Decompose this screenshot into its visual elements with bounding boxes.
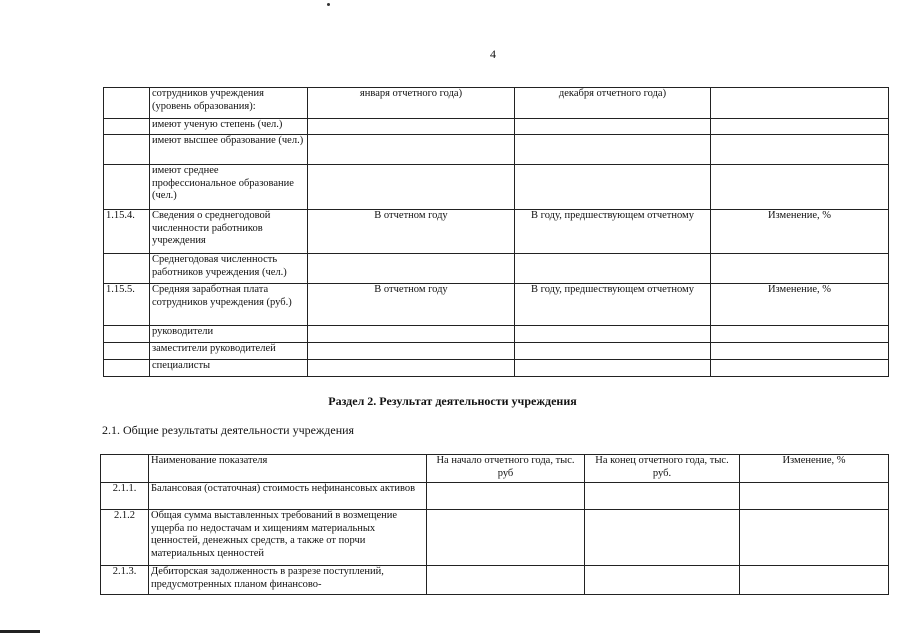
table-row (104, 165, 889, 210)
cell: В году, предшествующем отчетному (515, 284, 711, 326)
table-row (104, 343, 889, 360)
table-row (104, 135, 889, 165)
cell (308, 254, 515, 284)
row-label: Сведения о среднегодовой численности работников учреждения (150, 210, 308, 254)
table-row (104, 88, 889, 119)
cell: В году, предшествующем отчетному (515, 210, 711, 254)
cell: Изменение, % (711, 284, 889, 326)
cell (585, 566, 740, 595)
cell (711, 135, 889, 165)
cell (308, 360, 515, 377)
row-label: специалисты (150, 360, 308, 377)
cell (515, 254, 711, 284)
table-row (104, 254, 889, 284)
cell: декабря отчетного года) (515, 88, 711, 119)
row-number: 1.15.4. (104, 210, 150, 254)
cell (585, 510, 740, 566)
row-number: 1.15.5. (104, 284, 150, 326)
row-number: 2.1.1. (101, 483, 149, 510)
row-number (104, 119, 150, 135)
section-title: Раздел 2. Результат деятельности учреждения (328, 394, 577, 408)
cell (711, 254, 889, 284)
cell (515, 326, 711, 343)
page-number: 4 (490, 47, 496, 61)
row-label: Средняя заработная плата сотрудников учреждения (руб.) (150, 284, 308, 326)
cell (740, 483, 889, 510)
table-row (101, 510, 889, 566)
row-number: 2.1.3. (101, 566, 149, 595)
table-row (101, 483, 889, 510)
cell (585, 483, 740, 510)
results-table (100, 454, 889, 595)
cell (427, 483, 585, 510)
cell: января отчетного года) (308, 88, 515, 119)
row-label: Среднегодовая численность работников учреждения (чел.) (150, 254, 308, 284)
row-label: Балансовая (остаточная) стоимость нефинансовых активов (149, 483, 427, 510)
row-label: руководители (150, 326, 308, 343)
cell (515, 343, 711, 360)
cell (711, 165, 889, 210)
cell: В отчетном году (308, 284, 515, 326)
cell (711, 88, 889, 119)
cell (740, 510, 889, 566)
cell (515, 119, 711, 135)
table-row (104, 360, 889, 377)
cell (427, 510, 585, 566)
row-number (104, 343, 150, 360)
header-name: Наименование показателя (149, 455, 427, 483)
table-row (104, 210, 889, 254)
cell (515, 360, 711, 377)
cell (711, 119, 889, 135)
row-label: Общая сумма выставленных требований в возмещение ущерба по недостачам и хищениям материальных ценностей, денежных средств, а также от порчи материальных ценностей (149, 510, 427, 566)
row-number (104, 254, 150, 284)
staff-table (103, 87, 889, 377)
subsection-title: 2.1. Общие результаты деятельности учреждения (102, 423, 355, 437)
cell (711, 360, 889, 377)
row-number (104, 360, 150, 377)
header-end: На конец отчетного года, тыс. руб. (585, 455, 740, 483)
row-label: имеют среднее профессиональное образование (чел.) (150, 165, 308, 210)
table-row (104, 284, 889, 326)
row-number (104, 326, 150, 343)
cell (308, 165, 515, 210)
header-number (101, 455, 149, 483)
row-label: Дебиторская задолженность в разрезе поступлений, предусмотренных планом финансово- (149, 566, 427, 595)
header-change: Изменение, % (740, 455, 889, 483)
row-label: имеют ученую степень (чел.) (150, 119, 308, 135)
scan-edge-mark (0, 630, 40, 633)
row-label: имеют высшее образование (чел.) (150, 135, 308, 165)
cell (308, 326, 515, 343)
row-number (104, 165, 150, 210)
cell (427, 566, 585, 595)
cell (308, 135, 515, 165)
cell (711, 343, 889, 360)
table-row (101, 566, 889, 595)
row-number (104, 88, 150, 119)
cell (308, 343, 515, 360)
cell (515, 135, 711, 165)
row-number: 2.1.2 (101, 510, 149, 566)
header-start: На начало отчетного года, тыс. руб (427, 455, 585, 483)
table-header-row (101, 455, 889, 483)
cell (740, 566, 889, 595)
cell (515, 165, 711, 210)
row-number (104, 135, 150, 165)
table-row (104, 326, 889, 343)
row-label: сотрудников учреждения (уровень образования): (150, 88, 308, 119)
cell: В отчетном году (308, 210, 515, 254)
cell (711, 326, 889, 343)
cell: Изменение, % (711, 210, 889, 254)
scan-speck (327, 3, 330, 6)
table-row (104, 119, 889, 135)
cell (308, 119, 515, 135)
row-label: заместители руководителей (150, 343, 308, 360)
